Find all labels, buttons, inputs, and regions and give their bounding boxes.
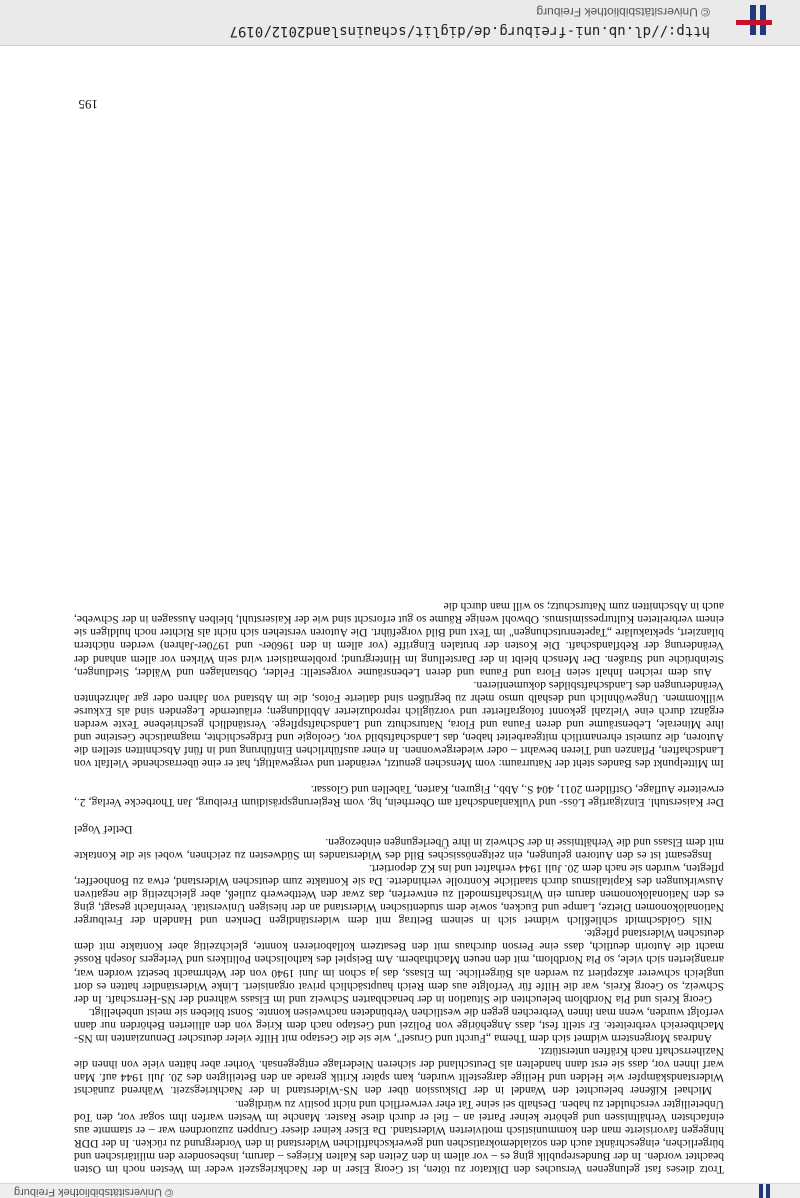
section-gap xyxy=(74,809,724,822)
review2-paragraph: Aus dem reichen Inhalt seien Flora und Fauna und deren Lebensräume vorgestellt: Felder, Obstanlagen und Wälder, Siedlungen, Steinbrüche und Straßen. Der Mensch bleibt in der Darstellung im Hintergrund; problematisiert wird sein Wirken vor allem anhand der Veränderung der Rebflandschaft. Die Kosten der brutalen Eingriffe (vor allem in den 1960er- und 1970er-Jahren) werden nüchtern bilanziert, spektakuläre „Tapetenrutschungen" im Text und Bild vorgeführt. Die Autoren verstehen sich nicht als Richter noch huldigen sie einem verbreiteten Kulturpessimismus. Obwohl wenige Räume so gut erforscht sind wie der Kaiserstuhl, bleiben Aussagen in der Schwebe, auch in Abschnitten zum Naturschutz; so will man durch die xyxy=(74,600,724,679)
review1-paragraph: Trotz dieses fast gelungenen Versuches den Diktator zu töten, ist Georg Elser in der Nachkriegszeit weder im Westen noch im Osten beachtet worden. In der Bundesrepublik ging es – vor allem in den Zeiten des Kalten Krieges – darum, insbesondere den militärischen und bürgerlichen, eingeschränkt auch den sozialdemokratischen und gewerkschaftlichen Widerstand in den Vordergrund zu rücken. In der DDR hingegen favorisierte man den kommunistisch motivierten Widerstand. Da Elser keiner dieser Gruppen zuzuordnen war – er stammte aus einfachsten Verhältnissen und gehörte keiner Partei an – fiel er durch diese Raster. Manche im Westen warfen ihm sogar vor, den Tod Unbeteiligter verschuldet zu haben. Deshalb sei seine Tat eher verwerflich und nicht positiv zu würdigen. xyxy=(74,1097,724,1176)
review1-paragraph: Georg Kreis und Pia Nordblom beleuchten die Situation in der benachbarten Schweiz und im Elsass während der NS-Herrschaft. In der Schweiz, so Georg Kreis, war die Hilfe für Verfolgte aus dem Reich hauptsächlich privat organisiert. Linke Widerständler hatten es dort ungleich schwerer akzeptiert zu werden als Bürgerliche. Im Elsass, das ja schon im Juni 1940 von der Wehrmacht besetzt worden war, arrangierten sich viele, so Pia Nordblom, mit den neuen Machthabern. Am Beispiel des katholischen Politikers und Verlegers Joseph Rossé macht die Autorin deutlich, dass eine Person durchaus mit den Besatzern kollaborieren konnte, gleichzeitig aber Kontakte mit dem deutschen Widerstand pflegte. xyxy=(74,927,724,1006)
library-logo-icon xyxy=(736,3,772,37)
review2-heading: Der Kaiserstuhl. Einzigartige Löss- und Vulkanlandschaft am Oberrhein, hg. vom Regierungspräsidium Freiburg, Jan Thorbecke Verlag, 2., erweiterte Auflage, Ostfildern 2011, 404 S., Abb., Figuren, Karten, Tabellen und Glossar. xyxy=(74,783,724,810)
page-number: 195 xyxy=(78,97,98,112)
header-watermark-bar xyxy=(0,1183,800,1198)
review1-paragraph: Nils Goldschmidt schließlich widmet sich in seinem Beitrag mit dem widerständigen Denken und Handeln der Freiburger Nationalökonomen Dietze, Lampe und Eucken, sowie dem studentischen Widerstand an der hiesigen Universität. Vereinfacht gesagt, ging es den Nationalökonomen darum ein Wirtschaftsmodell zu entwerfen, das zwar den Wettbewerb zuließ, aber gleichzeitig die negativen Auswirkungen des Kapitalismus durch staatliche Kontrolle verhinderte. Da sie Kontakte zum deutschen Widerstand, etwa zu Bonhoeffer, pflegten, wurden sie nach dem 20. Juli 1944 verhaftet und ins KZ deportiert. xyxy=(74,861,724,928)
section-gap xyxy=(74,770,724,783)
review1-paragraph: Michael Kißener beleuchtet den Wandel in der Diskussion über den NS-Widerstand in der Nachkriegszeit. Während zunächst Widerstandskämpfer wie Helden und Heilige dargestellt wurden, kam später Kritik gerade an den Beteiligten des 20. Juli 1944 auf. Man warf ihnen vor, dass sie erst dann handelten als Deutschland der sicheren Niederlage entgegensah. Vorher aber hätten viele von ihnen die Naziherrschaft nach Kräften unterstützt. xyxy=(74,1045,724,1098)
review1-paragraph: Andreas Morgenstern widmet sich dem Thema „Furcht und Grusel", wie sie die Gestapo mit Hilfe vieler deutscher Denunzianten im NS-Machtbereich verbreitete. Er stellt fest, dass Angehörige von Polizei und Gestapo nach dem Krieg von den alliierten Behörden nur dann verfolgt wurden, wenn man ihnen Verbrechen gegen die westlichen Verbündeten nachweisen konnte. Sonst blieben sie meist unbehelligt. xyxy=(74,1005,724,1046)
page-body xyxy=(74,600,724,1176)
footer-institution: © Universitätsbibliothek Freiburg xyxy=(536,5,710,19)
footer-url-link[interactable]: http://dl.ub.uni-freiburg.de/diglit/schauinsland2012/0197 xyxy=(229,23,710,39)
header-institution: © Universitätsbibliothek Freiburg xyxy=(14,1186,174,1198)
review2-paragraph: Im Mittelpunkt des Bandes steht der Naturraum: vom Menschen genutzt, verändert und vergewaltigt, hat er eine überraschende Vielfalt von Landschaften, Pflanzen und Tieren bewahrt – oder wiedergewonnen. In einer ausführlichen Einführung und in fünf Abschnitten stellen die Autoren, die zumeist ehrenamtlich mitgearbeitet haben, das Landschaftsbild vor, Geologie und Erdgeschichte, magmatische Gesteine und ihre Minerale, Lebensräume und deren Fauna und Flora, Naturschutz und Landschaftspflege. Verständlich geschriebene Texte werden ergänzt durch eine Vielzahl gekonnt fotografierter und vorzüglich reproduzierter Abbildungen; erläuternde Legenden sind als Exkurse willkommen. Ungewöhnlich und deshalb umso mehr zu begrüßen sind datierte Fotos, die im Abstand von Jahren oder gar Jahrzehnten Veränderungen des Landschaftsbildes dokumentieren. xyxy=(74,678,724,771)
review1-paragraph: Insgesamt ist es den Autoren gelungen, ein zeitgenössisches Bild des Widerstandes im Südwesten zu zeichnen, wobei sie die Kontakte mit dem Elsass und die Verhältnisse in der Schweiz in ihre Überlegungen einbezogen. xyxy=(74,835,724,862)
library-logo-icon xyxy=(752,1184,772,1198)
review1-signature: Detlef Vogel xyxy=(74,822,133,836)
footer-watermark-bar xyxy=(0,0,800,46)
